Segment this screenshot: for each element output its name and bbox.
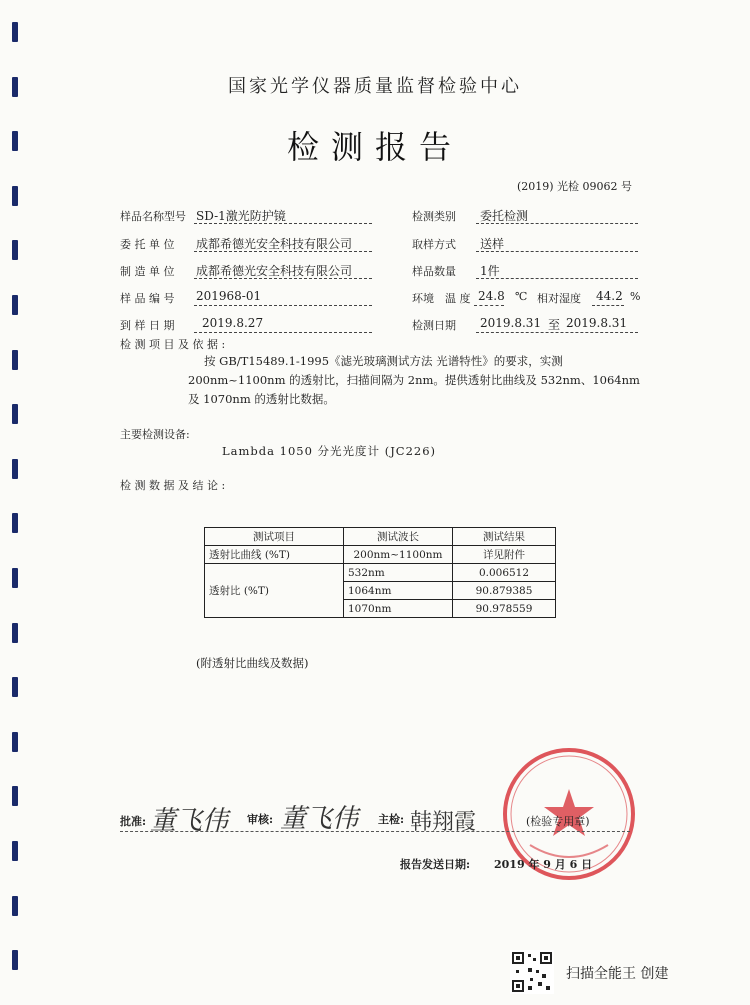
maker-value: 成都希德光安全科技有限公司	[196, 264, 353, 278]
scanner-watermark: 扫描全能王 创建	[566, 966, 669, 982]
table-cell: 90.879385	[453, 582, 556, 600]
test-date-to-word: 至	[548, 318, 561, 332]
table-header-row	[205, 528, 556, 546]
client-value: 成都希德光安全科技有限公司	[196, 237, 353, 251]
issue-date-label: 报告发送日期:	[400, 858, 471, 871]
test-date-label: 检测日期	[412, 319, 456, 332]
binding-hole	[12, 677, 18, 697]
sampling-label: 取样方式	[412, 238, 456, 251]
client-label: 委 托 单 位	[120, 238, 175, 251]
binding-hole	[12, 240, 18, 260]
table-cell: 532nm	[344, 564, 453, 582]
approve-signature: 董飞伟	[150, 806, 229, 836]
binding-hole	[12, 513, 18, 533]
test-date-to: 2019.8.31	[566, 316, 628, 330]
seal-note: (检验专用章)	[526, 815, 590, 828]
table-cell-group: 透射比 (%T)	[205, 564, 344, 618]
basis-line-3: 及 1070nm 的透射比数据。	[188, 392, 335, 406]
table-header-cell: 测试项目	[205, 528, 344, 546]
sample-name-value: SD-1激光防护镜	[196, 209, 286, 223]
inspect-label: 主检:	[378, 813, 405, 826]
underline	[476, 332, 638, 333]
conclusion-label: 检 测 数 据 及 结 论 :	[120, 479, 226, 492]
underline	[592, 305, 624, 306]
binding-hole	[12, 22, 18, 42]
test-date-from: 2019.8.31	[480, 316, 542, 330]
humidity-label: 相对湿度	[537, 292, 581, 305]
review-label: 审核:	[247, 813, 274, 826]
arrival-date-value: 2019.8.27	[202, 316, 264, 330]
table-header-cell: 测试波长	[344, 528, 453, 546]
arrival-date-label: 到 样 日 期	[120, 319, 175, 332]
review-signature: 董飞伟	[280, 804, 359, 834]
table-cell: 0.006512	[453, 564, 556, 582]
binding-hole	[12, 841, 18, 861]
sampling-value: 送样	[480, 237, 505, 251]
inspect-signature: 韩翔霞	[410, 810, 477, 835]
equipment-value: Lambda 1050 分光光度计 (JC226)	[222, 444, 437, 458]
binding-hole	[12, 950, 18, 970]
report-number: (2019) 光检 09062 号	[516, 180, 632, 193]
temperature-unit: ℃	[515, 290, 528, 303]
underline	[194, 278, 372, 279]
signature-divider	[120, 831, 630, 832]
binding-hole	[12, 786, 18, 806]
table-cell: 详见附件	[453, 546, 556, 564]
humidity-unit: %	[630, 290, 641, 303]
binding-hole	[12, 350, 18, 370]
test-type-value: 委托检测	[480, 209, 529, 223]
quantity-label: 样品数量	[412, 265, 456, 278]
qr-code-icon	[510, 950, 554, 994]
binding-hole	[12, 459, 18, 479]
temperature-value: 24.8	[478, 289, 505, 303]
approve-label: 批准:	[120, 815, 147, 828]
sample-no-value: 201968-01	[196, 289, 262, 303]
report-title: 检测报告	[286, 128, 463, 166]
table-cell: 200nm~1100nm	[344, 546, 453, 564]
organization-name: 国家光学仪器质量监督检验中心	[228, 76, 522, 97]
issue-date-value: 2019 年 9 月 6 日	[494, 858, 593, 871]
table-cell: 透射比曲线 (%T)	[205, 546, 344, 564]
binding-hole	[12, 623, 18, 643]
underline	[474, 305, 504, 306]
binding-hole	[12, 186, 18, 206]
binding-hole	[12, 896, 18, 916]
humidity-value: 44.2	[596, 289, 623, 303]
test-type-label: 检测类别	[412, 210, 456, 223]
table-cell: 1064nm	[344, 582, 453, 600]
basis-line-2: 200nm~1100nm 的透射比，扫描间隔为 2nm。提供透射比曲线及 532nm、1064nm	[188, 373, 640, 387]
underline	[476, 223, 638, 224]
results-table	[204, 527, 556, 618]
underline	[476, 251, 638, 252]
basis-line-1: 按 GB/T15489.1-1995《滤光玻璃测试方法 光谱特性》的要求，实测	[204, 354, 563, 368]
table-row	[205, 546, 556, 564]
underline	[194, 223, 372, 224]
table-cell: 1070nm	[344, 600, 453, 618]
attachment-note: (附透射比曲线及数据)	[196, 656, 309, 670]
quantity-value: 1件	[480, 264, 500, 278]
temperature-label: 温 度	[445, 292, 471, 305]
binding-hole	[12, 568, 18, 588]
binding-hole	[12, 404, 18, 424]
binding-hole	[12, 732, 18, 752]
table-cell: 90.978559	[453, 600, 556, 618]
underline	[194, 251, 372, 252]
environment-label: 环境	[412, 292, 434, 305]
sample-no-label: 样 品 编 号	[120, 292, 175, 305]
equipment-label: 主要检测设备:	[120, 428, 190, 441]
table-row	[205, 564, 556, 582]
binding-hole	[12, 295, 18, 315]
table-header-cell: 测试结果	[453, 528, 556, 546]
underline	[194, 305, 372, 306]
sample-name-label: 样品名称型号	[120, 210, 186, 223]
underline	[194, 332, 372, 333]
underline	[476, 278, 638, 279]
basis-label: 检 测 项 目 及 依 据 :	[120, 338, 226, 351]
maker-label: 制 造 单 位	[120, 265, 175, 278]
